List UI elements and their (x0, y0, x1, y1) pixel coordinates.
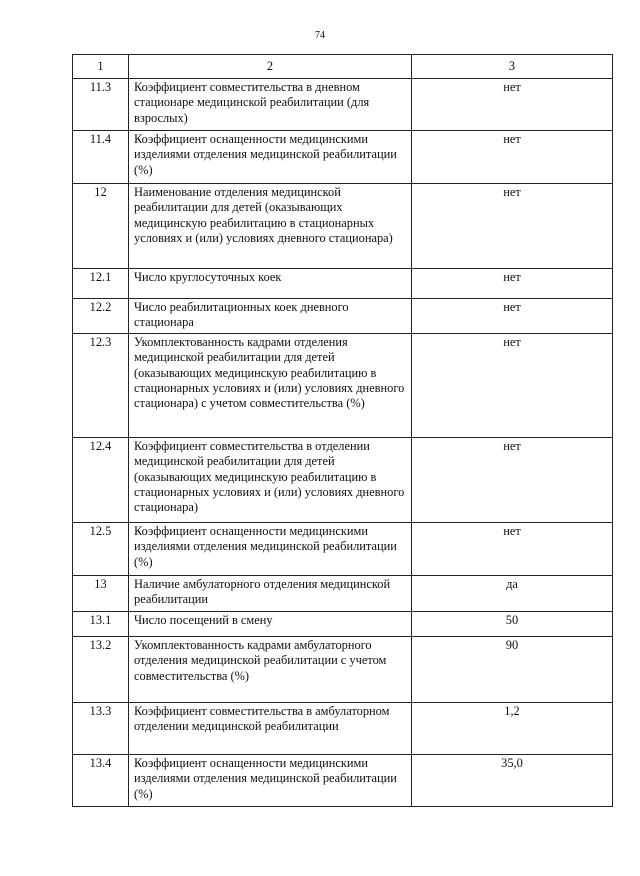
table-row (73, 755, 613, 807)
table-row (73, 576, 613, 612)
row-number-cell: 12.1 (73, 269, 129, 299)
column-header: 2 (129, 55, 412, 79)
table-row (73, 612, 613, 637)
table-row (73, 334, 613, 438)
row-name-cell: Число посещений в смену (129, 612, 412, 637)
table-row (73, 637, 613, 703)
row-number-cell: 13.2 (73, 637, 129, 703)
row-value-cell: нет (412, 438, 613, 523)
row-number-cell: 12.4 (73, 438, 129, 523)
page-number: 74 (315, 30, 325, 41)
row-value-cell: нет (412, 523, 613, 576)
table-row (73, 438, 613, 523)
table-header-row (73, 55, 613, 79)
row-number-cell: 12.3 (73, 334, 129, 438)
row-number-cell: 13.3 (73, 703, 129, 755)
table-row (73, 269, 613, 299)
row-number-cell: 11.3 (73, 79, 129, 131)
table-row (73, 131, 613, 184)
row-value-cell: нет (412, 131, 613, 184)
row-name-cell: Число реабилитационных коек дневного стационара (129, 299, 412, 334)
table-row (73, 703, 613, 755)
row-name-cell: Укомплектованность кадрами амбулаторного отделения медицинской реабилитации с учетом совместительства (%) (129, 637, 412, 703)
table-row (73, 523, 613, 576)
row-value-cell: нет (412, 184, 613, 269)
row-name-cell: Коэффициент совместительства в отделении медицинской реабилитации для детей (оказывающих медицинскую реабилитацию в стационарных условиях и (или) условиях дневного стационара) (129, 438, 412, 523)
row-number-cell: 11.4 (73, 131, 129, 184)
row-value-cell: нет (412, 299, 613, 334)
row-value-cell: нет (412, 334, 613, 438)
row-value-cell: 1,2 (412, 703, 613, 755)
row-value-cell: 35,0 (412, 755, 613, 807)
row-value-cell: 90 (412, 637, 613, 703)
row-name-cell: Коэффициент оснащенности медицинскими изделиями отделения медицинской реабилитации (%) (129, 523, 412, 576)
column-header: 1 (73, 55, 129, 79)
row-value-cell: да (412, 576, 613, 612)
column-header: 3 (412, 55, 613, 79)
row-name-cell: Коэффициент совместительства в дневном стационаре медицинской реабилитации (для взрослых) (129, 79, 412, 131)
table-row (73, 184, 613, 269)
row-number-cell: 12 (73, 184, 129, 269)
row-name-cell: Коэффициент оснащенности медицинскими изделиями отделения медицинской реабилитации (%) (129, 755, 412, 807)
row-name-cell: Наименование отделения медицинской реабилитации для детей (оказывающих медицинскую реабилитацию в стационарных условиях и (или) условиях дневного стационара) (129, 184, 412, 269)
table-row (73, 299, 613, 334)
row-number-cell: 12.2 (73, 299, 129, 334)
row-name-cell: Укомплектованность кадрами отделения медицинской реабилитации для детей (оказывающих медицинскую реабилитацию в стационарных условиях и (или) условиях дневного стационара) с учетом совместительства (%) (129, 334, 412, 438)
row-name-cell: Наличие амбулаторного отделения медицинской реабилитации (129, 576, 412, 612)
row-name-cell: Коэффициент совместительства в амбулаторном отделении медицинской реабилитации (129, 703, 412, 755)
row-value-cell: нет (412, 269, 613, 299)
row-name-cell: Коэффициент оснащенности медицинскими изделиями отделения медицинской реабилитации (%) (129, 131, 412, 184)
row-value-cell: нет (412, 79, 613, 131)
row-value-cell: 50 (412, 612, 613, 637)
table-row (73, 79, 613, 131)
indicators-table (72, 54, 613, 807)
row-number-cell: 13.4 (73, 755, 129, 807)
row-number-cell: 12.5 (73, 523, 129, 576)
row-name-cell: Число круглосуточных коек (129, 269, 412, 299)
row-number-cell: 13.1 (73, 612, 129, 637)
row-number-cell: 13 (73, 576, 129, 612)
